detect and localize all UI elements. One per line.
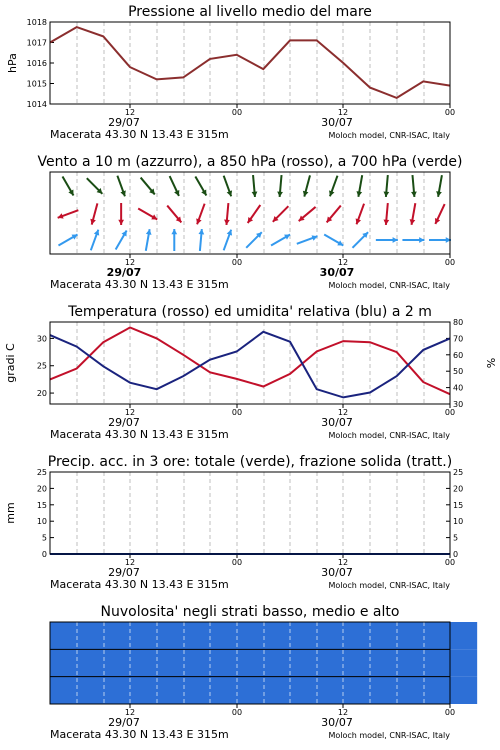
y-tick-label: 5 (41, 533, 47, 543)
cloud-cell (450, 677, 477, 704)
wind-arrow (299, 207, 316, 221)
x-tick-label: 00 (231, 408, 243, 417)
cloud-cell (50, 677, 77, 704)
panel-3 (4, 304, 497, 441)
credit-label: Moloch model, CNR-ISAC, Italy (328, 431, 450, 440)
x-tick-label: 00 (444, 108, 456, 117)
panel-title: Precip. acc. in 3 ore: totale (verde), frazione solida (tratt.) (47, 454, 453, 470)
cloud-cell (263, 622, 290, 649)
wind-arrow (277, 175, 283, 197)
wind-arrow (195, 176, 206, 195)
x-tick-label: 00 (231, 708, 243, 717)
date-label: 29/07 (108, 716, 140, 729)
panel-title: Vento a 10 m (azzurro), a 850 hPa (rosso), a 700 hPa (verde) (37, 154, 463, 170)
cloud-cell (263, 649, 290, 676)
y-axis-label: mm (4, 502, 17, 524)
wind-arrow (356, 204, 364, 225)
y-tick-label: 0 (453, 550, 459, 559)
cloud-cell (317, 622, 344, 649)
wind-arrow (411, 175, 417, 197)
cloud-cell (130, 622, 157, 649)
y-tick-label: 40 (453, 383, 464, 393)
wind-arrow (170, 176, 180, 196)
y-tick-label: 20 (36, 484, 47, 494)
x-tick-label: 12 (124, 108, 136, 117)
cloud-cell (103, 649, 130, 676)
y-tick-label: 15 (453, 500, 464, 510)
date-label: 29/07 (108, 416, 140, 429)
plot-frame (50, 472, 450, 554)
y-tick-label: 30 (36, 334, 47, 344)
plot-frame (50, 172, 450, 254)
cloud-cell (130, 677, 157, 704)
cloud-cell (423, 622, 450, 649)
y-tick-label: 5 (453, 533, 459, 543)
y-tick-label: 30 (453, 400, 464, 409)
wind-arrow (410, 203, 416, 225)
credit-label: Moloch model, CNR-ISAC, Italy (328, 731, 450, 740)
y-axis-label: hPa (6, 53, 19, 73)
location-label: Macerata 43.30 N 13.43 E 315m (50, 428, 229, 441)
credit-label: Moloch model, CNR-ISAC, Italy (328, 581, 450, 590)
cloud-cell (183, 677, 210, 704)
y-tick-label: 60 (453, 350, 464, 360)
y-tick-label: 15 (36, 500, 47, 510)
wind-arrow (297, 235, 318, 243)
y-tick-label: 1017 (26, 38, 47, 48)
wind-arrow (329, 176, 337, 197)
cloud-cell (343, 677, 370, 704)
x-tick-label: 00 (231, 108, 243, 117)
x-tick-label: 00 (231, 558, 243, 567)
plot-frame (50, 322, 450, 404)
x-tick-label: 12 (337, 108, 349, 117)
wind-arrow (58, 210, 79, 218)
panel-title: Nuvolosita' negli strati basso, medio e alto (100, 604, 400, 620)
wind-arrow (224, 203, 230, 225)
cloud-cell (370, 677, 397, 704)
cloud-cell (157, 677, 184, 704)
date-label: 30/07 (319, 266, 355, 279)
wind-arrow (303, 175, 310, 196)
location-label: Macerata 43.30 N 13.43 E 315m (50, 278, 229, 291)
cloud-cell (343, 622, 370, 649)
cloud-cell (317, 649, 344, 676)
cloud-cell (157, 622, 184, 649)
y-tick-label: 20 (453, 484, 464, 494)
wind-arrow (435, 204, 445, 224)
y-tick-label: 1014 (26, 100, 47, 109)
x-tick-label: 12 (124, 708, 136, 717)
y-tick-label: 1018 (26, 18, 47, 27)
cloud-cell (423, 649, 450, 676)
cloud-cell (77, 622, 104, 649)
pressure-line (50, 27, 450, 98)
date-label: 29/07 (108, 116, 140, 129)
cloud-cell (263, 677, 290, 704)
cloud-cell (77, 677, 104, 704)
panel-1 (6, 4, 455, 141)
y-tick-label: 50 (453, 367, 464, 377)
wind-arrow (141, 178, 155, 195)
date-label: 29/07 (106, 266, 142, 279)
cloud-cell (50, 649, 77, 676)
wind-arrow (90, 203, 97, 224)
wind-arrow (198, 229, 204, 251)
cloud-cell (210, 622, 237, 649)
x-tick-label: 00 (444, 408, 456, 417)
x-tick-label: 00 (444, 708, 456, 717)
cloud-cell (237, 677, 264, 704)
wind-arrow (429, 237, 451, 243)
wind-arrow (246, 232, 262, 248)
wind-arrow (436, 175, 442, 197)
wind-arrow (167, 206, 181, 223)
location-label: Macerata 43.30 N 13.43 E 315m (50, 578, 229, 591)
wind-arrow (224, 176, 232, 197)
x-tick-label: 00 (444, 258, 456, 267)
cloud-cell (370, 622, 397, 649)
wind-arrow (383, 203, 389, 225)
wind-arrow (138, 209, 157, 220)
y-tick-label: 20 (36, 389, 47, 399)
wind-arrow (63, 176, 74, 195)
wind-arrow-head (277, 191, 283, 196)
wind-arrow-head (171, 229, 177, 234)
panel-4 (4, 454, 463, 591)
wind-arrow (252, 175, 258, 197)
cloud-cell (290, 677, 317, 704)
panel-title: Pressione al livello medio del mare (128, 4, 372, 20)
y-tick-label: 10 (453, 517, 464, 527)
wind-arrow-head (118, 220, 124, 225)
temperature-line (50, 328, 450, 395)
y-tick-label: 25 (36, 468, 47, 477)
humidity-line (50, 332, 450, 398)
cloud-cell (290, 649, 317, 676)
wind-arrow (356, 175, 362, 197)
cloud-cell (317, 677, 344, 704)
y-tick-label: 1015 (26, 79, 47, 89)
wind-arrow-head (198, 229, 204, 234)
y-tick-label: 10 (36, 517, 47, 527)
date-label: 29/07 (108, 566, 140, 579)
cloud-cell (77, 649, 104, 676)
x-tick-label: 00 (231, 258, 243, 267)
cloud-cell (130, 649, 157, 676)
wind-arrow (402, 237, 424, 243)
x-tick-label: 12 (124, 558, 136, 567)
wind-arrow (118, 203, 124, 225)
x-tick-label: 12 (124, 258, 136, 267)
y-tick-label: 80 (453, 318, 464, 327)
wind-arrow (116, 230, 127, 249)
cloud-cell (237, 622, 264, 649)
x-tick-label: 00 (444, 558, 456, 567)
x-tick-label: 12 (337, 258, 349, 267)
wind-arrow (87, 178, 103, 194)
y-tick-label: 70 (453, 334, 464, 344)
wind-arrow (224, 230, 232, 251)
x-tick-label: 12 (337, 408, 349, 417)
cloud-cell (397, 622, 424, 649)
date-label: 30/07 (321, 416, 353, 429)
cloud-cell (157, 649, 184, 676)
x-tick-label: 12 (337, 708, 349, 717)
date-label: 30/07 (321, 566, 353, 579)
panel-2 (37, 154, 462, 291)
wind-arrow (196, 204, 204, 225)
wind-arrow (271, 235, 290, 246)
wind-arrow-head (383, 191, 389, 196)
location-label: Macerata 43.30 N 13.43 E 315m (50, 128, 229, 141)
wind-arrow (273, 206, 289, 222)
credit-label: Moloch model, CNR-ISAC, Italy (328, 131, 450, 140)
cloud-cell (343, 649, 370, 676)
date-label: 30/07 (321, 116, 353, 129)
cloud-cell (50, 622, 77, 649)
wind-arrow (146, 229, 152, 251)
cloud-cell (183, 649, 210, 676)
wind-arrow (324, 235, 343, 246)
cloud-cell (423, 677, 450, 704)
wind-arrow (171, 229, 177, 251)
wind-arrow (58, 235, 77, 246)
location-label: Macerata 43.30 N 13.43 E 315m (50, 728, 229, 741)
wind-arrow (248, 205, 261, 223)
cloud-cell (450, 649, 477, 676)
wind-arrow (376, 237, 398, 243)
cloud-cell (290, 622, 317, 649)
wind-arrow (117, 176, 125, 197)
wind-arrow-head (252, 191, 258, 196)
cloud-cell (210, 649, 237, 676)
y-tick-label: 25 (453, 468, 464, 477)
y-tick-label: 25 (36, 361, 47, 371)
wind-arrow-head (383, 219, 389, 224)
wind-arrow (327, 206, 341, 223)
wind-arrow (91, 230, 99, 251)
date-label: 30/07 (321, 716, 353, 729)
panel-title: Temperatura (rosso) ed umidita' relativa (blu) a 2 m (68, 304, 432, 320)
credit-label: Moloch model, CNR-ISAC, Italy (328, 281, 450, 290)
x-tick-label: 12 (124, 408, 136, 417)
cloud-cell (397, 649, 424, 676)
cloud-cell (450, 622, 477, 649)
wind-arrow-head (224, 219, 230, 224)
cloud-cell (210, 677, 237, 704)
cloud-cell (370, 649, 397, 676)
cloud-cell (103, 622, 130, 649)
y-axis-label-right: % (484, 357, 497, 369)
y-tick-label: 1016 (26, 59, 47, 68)
cloud-cell (103, 677, 130, 704)
wind-arrow (383, 175, 389, 197)
wind-arrow (353, 232, 369, 248)
cloud-cell (237, 649, 264, 676)
wind-arrow-head (411, 191, 417, 196)
y-tick-label: 0 (41, 550, 47, 559)
x-tick-label: 12 (337, 558, 349, 567)
cloud-cell (183, 622, 210, 649)
cloud-cell (397, 677, 424, 704)
y-axis-label: gradi C (4, 343, 17, 383)
panel-5 (50, 604, 477, 741)
